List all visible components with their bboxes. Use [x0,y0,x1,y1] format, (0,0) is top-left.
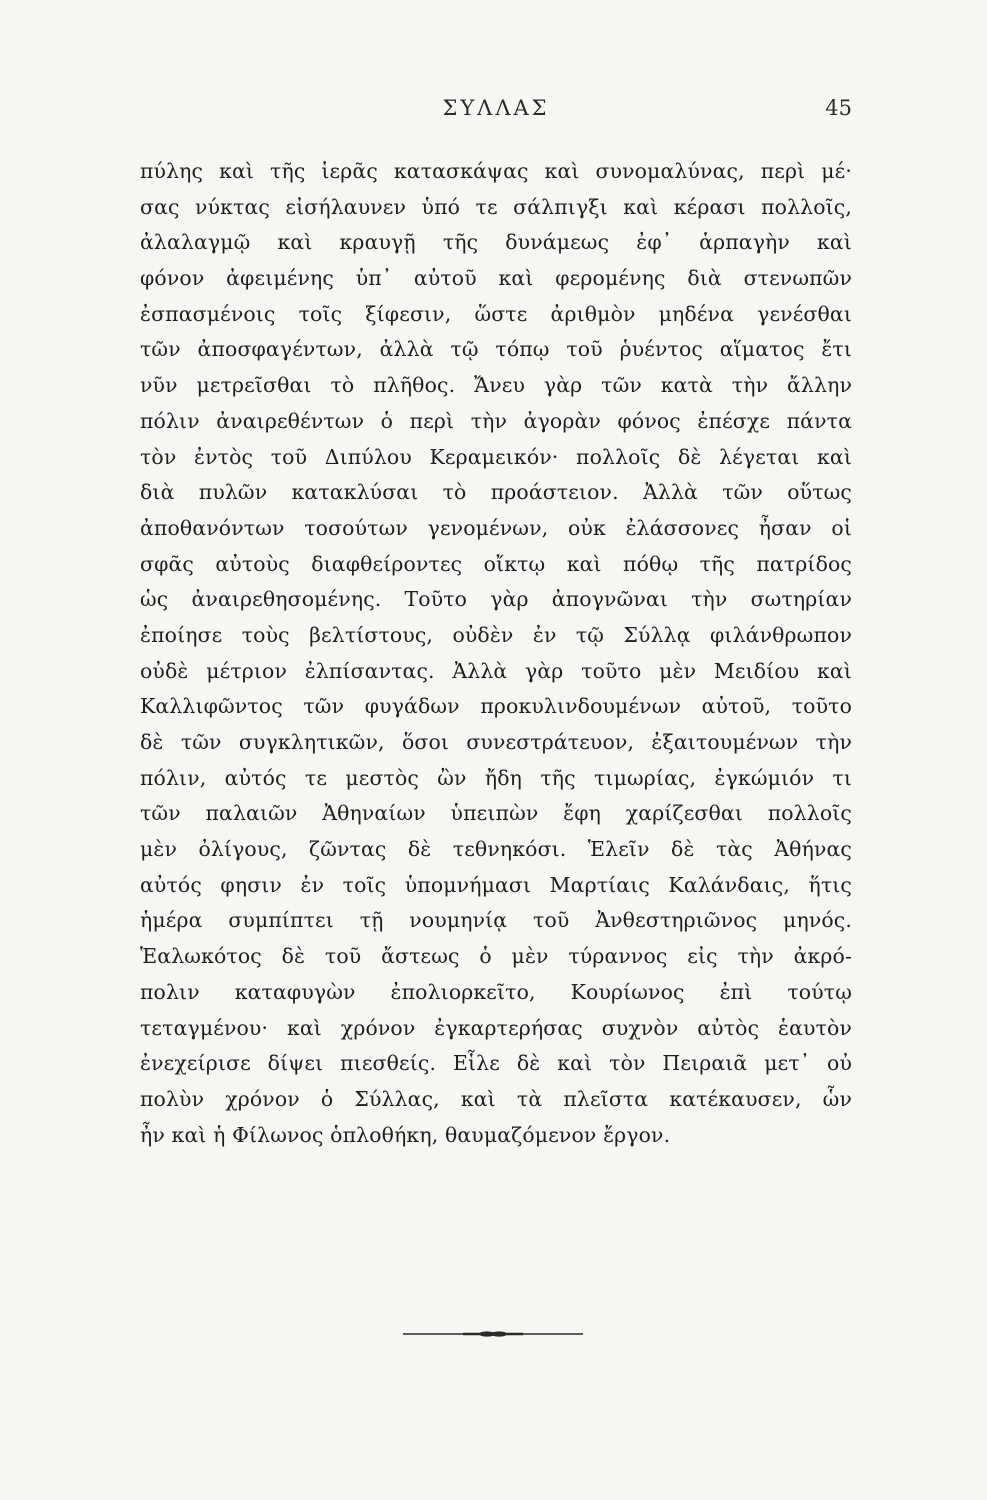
text-line: πόλιν, αὐτός τε μεστὸς ὢν ἤδη τῆς τιμωρίας, ἐγκώμιόν τι [140,765,852,790]
text-line: Καλλιφῶντος τῶν φυγάδων προκυλινδουμένων αὐτοῦ, τοῦτο [140,694,852,719]
page-number: 45 [825,96,852,120]
text-line-last: ἦν καὶ ἡ Φίλωνος ὁπλοθήκη, θαυμαζόμενον ἔργον. [140,1122,671,1147]
text-line: ἀποθανόντων τοσούτων γενομένων, οὐκ ἐλάσσονες ἦσαν οἱ [140,515,852,540]
text-line: ἀλαλαγμῷ καὶ κραυγῇ τῆς δυνάμεως ἐφ᾽ ἁρπαγὴν καὶ [140,230,852,255]
text-line: ἐνεχείρισε δίψει πιεσθείς. Εἷλε δὲ καὶ τὸν Πειραιᾶ μετ᾽ οὐ [140,1051,852,1076]
text-line: πολὺν χρόνον ὁ Σύλλας, καὶ τὰ πλεῖστα κατέκαυσεν, ὧν [140,1086,852,1111]
text-line: τῶν παλαιῶν Ἀθηναίων ὑπειπὼν ἔφη χαρίζεσθαι πολλοῖς [140,801,852,826]
text-line: δὲ τῶν συγκλητικῶν, ὅσοι συνεστράτευον, ἐξαιτουμένων τὴν [140,730,852,754]
text-line: ἐσπασμένοις τοῖς ξίφεσιν, ὥστε ἀριθμὸν μηδένα γενέσθαι [140,301,852,326]
running-title: ΣΥΛΛΑΣ [442,96,550,120]
text-line: νῦν μετρεῖσθαι τὸ πλῆθος. Ἄνευ γὰρ τῶν κατὰ τὴν ἄλλην [140,373,852,398]
body-text [140,154,852,1153]
text-line: πολιν καταφυγὼν ἐπολιορκεῖτο, Κουρίωνος ἐπὶ τούτῳ [140,979,852,1004]
text-line: πόλιν ἀναιρεθέντων ὁ περὶ τὴν ἀγορὰν φόνος ἐπέσχε πάντα [140,408,852,433]
text-line: οὐδὲ μέτριον ἐλπίσαντας. Ἀλλὰ γὰρ τοῦτο μὲν Μειδίου καὶ [140,658,852,683]
text-line: σφᾶς αὐτοὺς διαφθείροντες οἴκτῳ καὶ πόθῳ τῆς πατρίδος [140,551,852,576]
text-line: σας νύκτας εἰσήλαυνεν ὑπό τε σάλπιγξι καὶ κέρασι πολλοῖς, [140,194,852,219]
text-line: τεταγμένου· καὶ χρόνον ἐγκαρτερήσας συχνὸν αὐτὸς ἑαυτὸν [140,1015,852,1040]
text-line: τὸν ἐντὸς τοῦ Διπύλου Κεραμεικόν· πολλοῖς δὲ λέγεται καὶ [140,444,852,469]
text-line: Ἑαλωκότος δὲ τοῦ ἄστεως ὁ μὲν τύραννος εἰς τὴν ἀκρό- [140,944,852,969]
text-line: ἡμέρα συμπίπτει τῇ νουμηνίᾳ τοῦ Ἀνθεστηριῶνος μηνός. [140,908,852,933]
text-line: μὲν ὀλίγους, ζῶντας δὲ τεθνηκόσι. Ἑλεῖν δὲ τὰς Ἀθήνας [140,837,852,862]
text-line: διὰ πυλῶν κατακλύσαι τὸ προάστειον. Ἀλλὰ τῶν οὕτως [140,480,852,505]
text-line: φόνον ἀφειμένης ὑπ᾽ αὐτοῦ καὶ φερομένης διὰ στενωπῶν [140,266,852,291]
tailpiece-rule-ornament-icon [403,1330,583,1338]
text-line: τῶν ἀποσφαγέντων, ἀλλὰ τῷ τόπῳ τοῦ ῥυέντος αἵματος ἔτι [140,337,852,362]
text-line: ἐποίησε τοὺς βελτίστους, οὐδὲν ἐν τῷ Σύλλᾳ φιλάνθρωπον [140,622,852,647]
text-line: πύλης καὶ τῆς ἱερᾶς κατασκάψας καὶ συνομαλύνας, περὶ μέ· [140,159,852,183]
running-head [140,96,852,136]
text-line: αὐτός φησιν ἐν τοῖς ὑπομνήμασι Μαρτίαις Καλάνδαις, ἥτις [140,872,852,897]
text-line: ὡς ἀναιρεθησομένης. Τοῦτο γὰρ ἀπογνῶναι τὴν σωτηρίαν [140,587,852,612]
